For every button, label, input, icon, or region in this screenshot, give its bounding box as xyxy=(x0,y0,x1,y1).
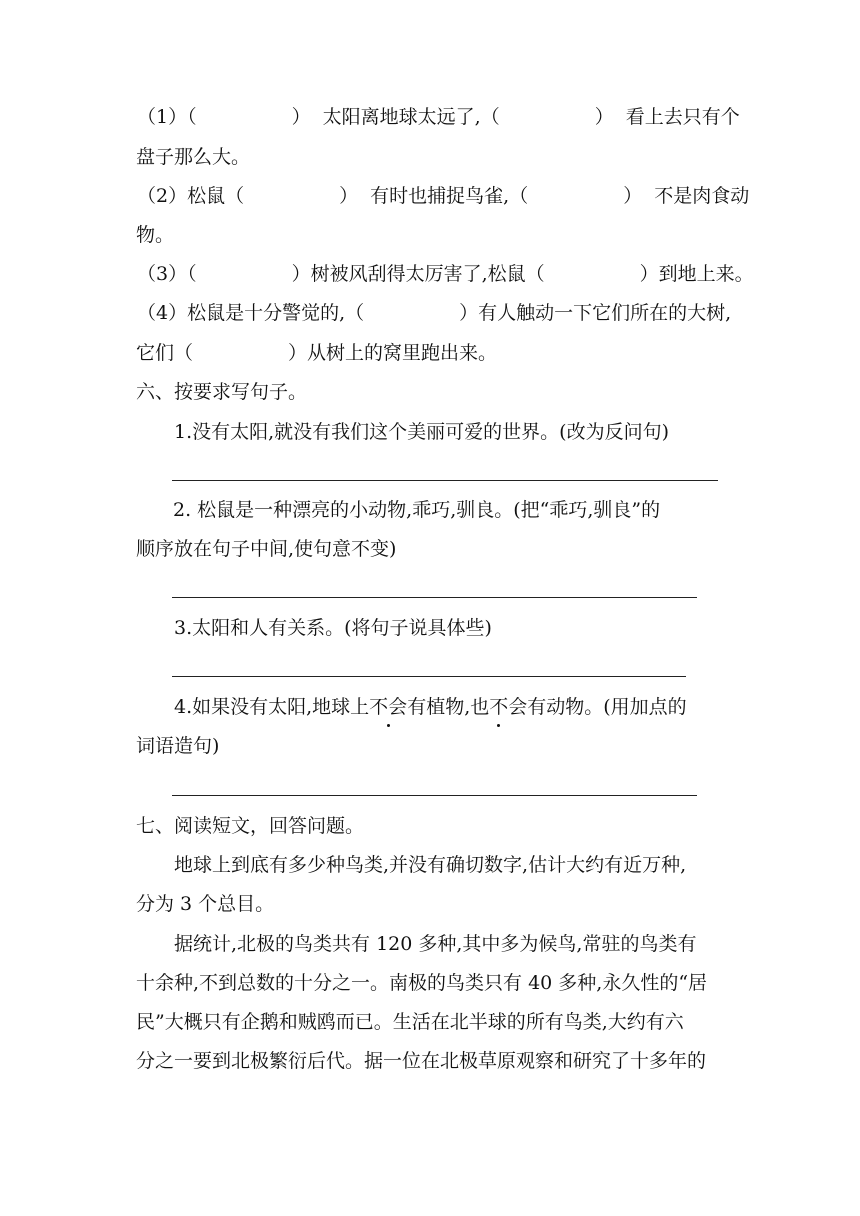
fill-blank-1-line-1: （1）（ ） 太阳离地球太远了,（ ） 看上去只有个 xyxy=(137,106,740,128)
dotted-word-ye-bu-hui: 也不会 xyxy=(470,693,527,721)
question-4-text-end: 有动物。(用加点的 xyxy=(527,696,687,718)
question-2-line-1: 2. 松鼠是一种漂亮的小动物,乖巧,驯良。(把“乖巧,驯良”的 xyxy=(173,499,661,521)
question-4-text-start: 4.如果没有太阳,地球上 xyxy=(174,696,370,718)
fill-blank-4-line-1: （4）松鼠是十分警觉的,（ ）有人触动一下它们所在的大树, xyxy=(137,302,732,324)
paragraph-2-line-2: 十余种,不到总数的十分之一。南极的鸟类只有 40 多种,永久性的“居 xyxy=(136,972,708,994)
question-4-text-mid: 有植物, xyxy=(407,696,471,718)
paragraph-2-line-4: 分之一要到北极繁衍后代。据一位在北极草原观察和研究了十多年的 xyxy=(136,1050,707,1072)
section-6-heading: 六、按要求写句子。 xyxy=(136,381,308,403)
section-7-heading: 七、阅读短文，回答问题。 xyxy=(136,815,365,837)
question-4-line-2: 词语造句) xyxy=(136,735,220,757)
dotted-word-bu-hui: 不会 xyxy=(369,693,407,721)
paragraph-2-line-1: 据统计,北极的鸟类共有 120 多种,其中多为候鸟,常驻的鸟类有 xyxy=(174,933,697,955)
question-2-line-2: 顺序放在句子中间,使句意不变) xyxy=(136,538,397,560)
question-3-text: 3.太阳和人有关系。(将句子说具体些) xyxy=(174,617,492,639)
answer-line-2[interactable] xyxy=(172,597,697,598)
paragraph-1-line-1: 地球上到底有多少种鸟类,并没有确切数字,估计大约有近万种, xyxy=(174,854,687,876)
fill-blank-1-line-2: 盘子那么大。 xyxy=(136,146,251,168)
question-1-text: 1.没有太阳,就没有我们这个美丽可爱的世界。(改为反问句) xyxy=(174,421,669,443)
paragraph-2-line-3: 民”大概只有企鹅和贼鸥而已。生活在北半球的所有鸟类,大约有六 xyxy=(136,1011,684,1033)
answer-line-1[interactable] xyxy=(172,480,718,481)
question-4-line-1 xyxy=(174,693,687,721)
fill-blank-2-line-1: （2）松鼠（ ） 有时也捕捉鸟雀,（ ） 不是肉食动 xyxy=(137,185,750,207)
fill-blank-2-line-2: 物。 xyxy=(136,224,175,246)
answer-line-3[interactable] xyxy=(172,676,686,677)
fill-blank-4-line-2: 它们（ ）从树上的窝里跑出来。 xyxy=(136,342,498,364)
fill-blank-3-line-1: （3）（ ）树被风刮得太厉害了,松鼠（ ）到地上来。 xyxy=(137,263,754,285)
paragraph-1-line-2: 分为 3 个总目。 xyxy=(136,893,275,915)
answer-line-4[interactable] xyxy=(172,795,697,796)
